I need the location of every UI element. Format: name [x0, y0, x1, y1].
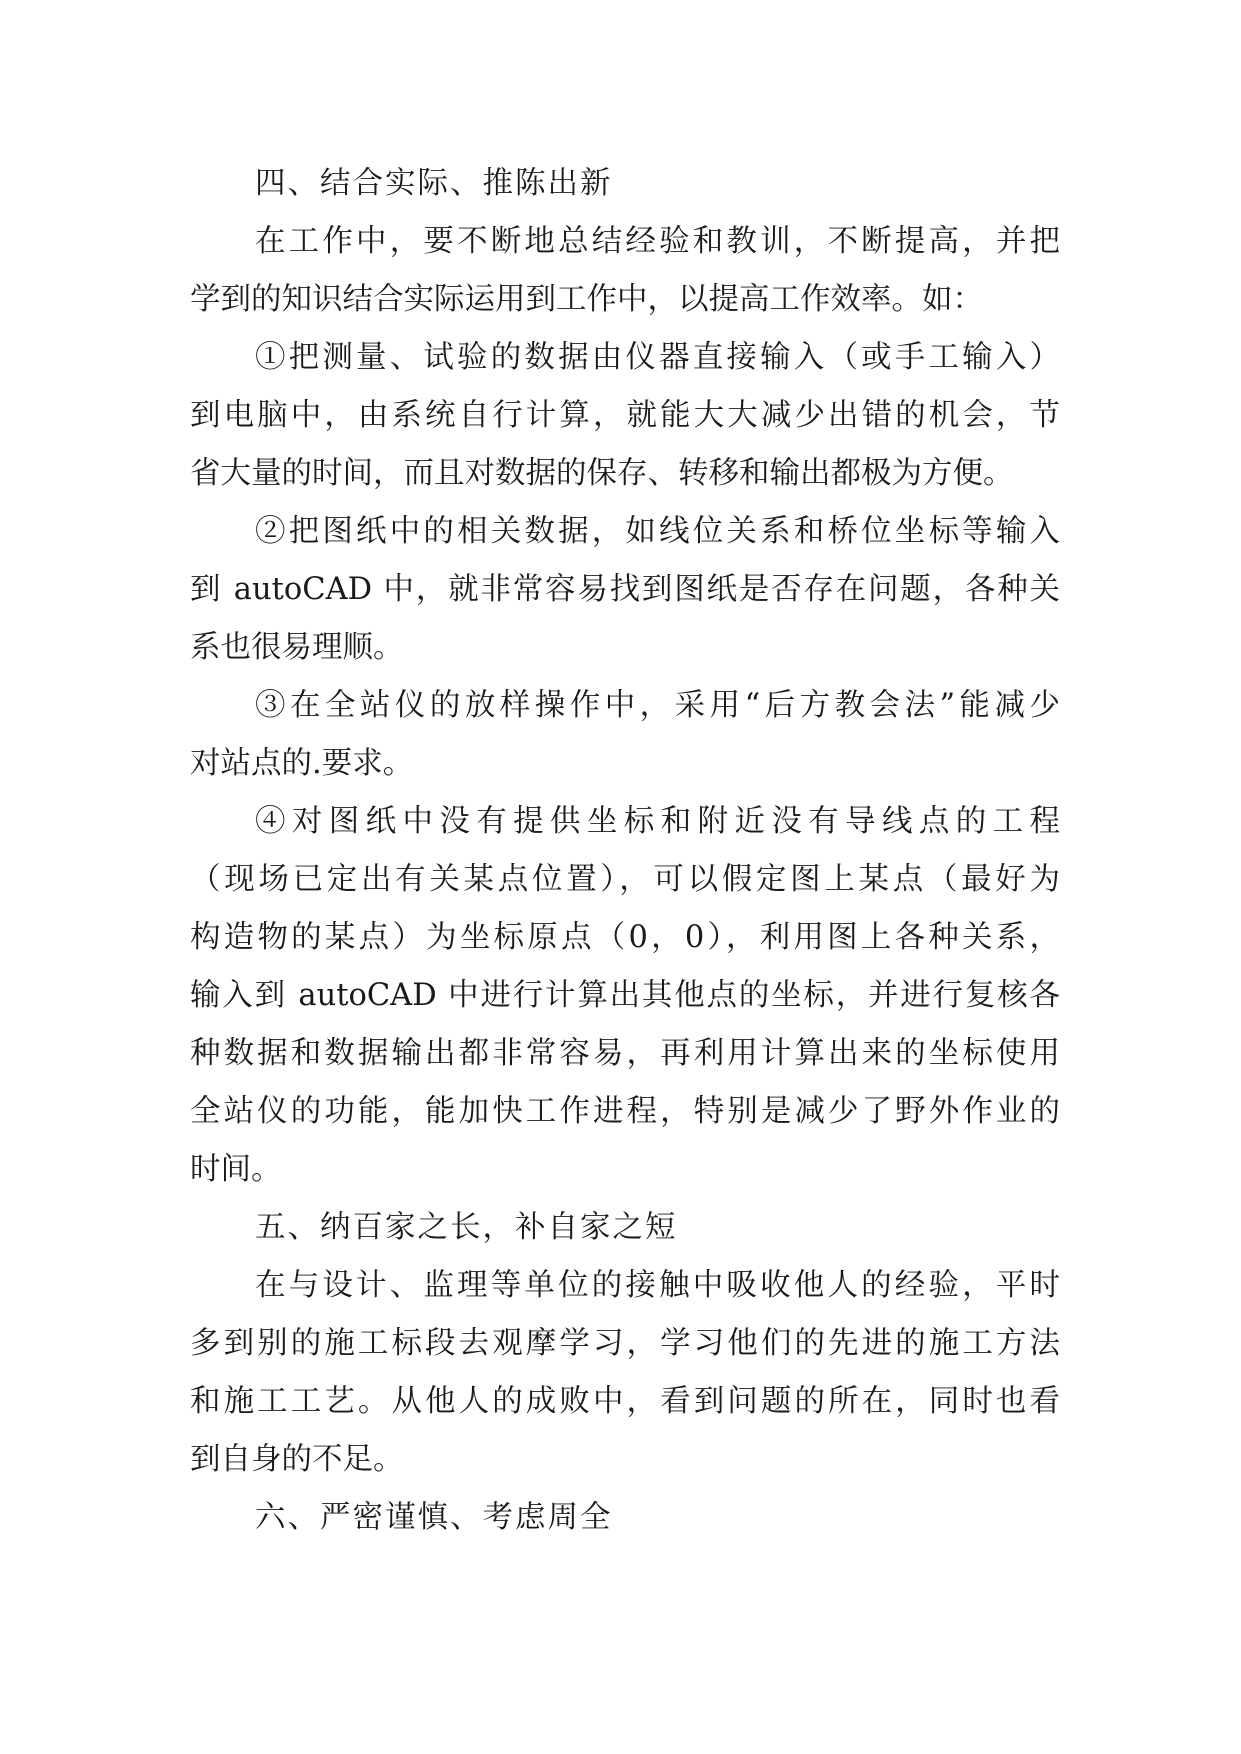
paragraph-line: ②把图纸中的相关数据，如线位关系和桥位坐标等输入: [255, 514, 1060, 549]
paragraph-line: ③在全站仪的放样操作中，采用“后方教会法”能减少: [255, 688, 1060, 723]
paragraph-line: ④对图纸中没有提供坐标和附近没有导线点的工程: [255, 804, 1060, 839]
paragraph-line: 构造物的某点）为坐标原点（0，0），利用图上各种关系，: [190, 920, 1060, 955]
section-heading: 五、纳百家之长，补自家之短: [255, 1210, 678, 1245]
paragraph-line: 在工作中，要不断地总结经验和教训，不断提高，并把: [255, 224, 1060, 259]
paragraph-line: 对站点的.要求。: [190, 746, 414, 781]
paragraph-line: （现场已定出有关某点位置），可以假定图上某点（最好为: [190, 862, 1060, 897]
paragraph-line: 在与设计、监理等单位的接触中吸收他人的经验，平时: [255, 1268, 1060, 1303]
paragraph-line: 时间。: [190, 1152, 282, 1187]
paragraph-line: 到自身的不足。: [190, 1442, 404, 1477]
paragraph-line: 多到别的施工标段去观摩学习，学习他们的先进的施工方法: [190, 1326, 1060, 1361]
section-heading: 六、严密谨慎、考虑周全: [255, 1500, 613, 1535]
paragraph-line: 到 autoCAD 中，就非常容易找到图纸是否存在问题，各种关: [190, 572, 1060, 607]
section-heading: 四、结合实际、推陈出新: [255, 166, 613, 201]
paragraph-line: 输入到 autoCAD 中进行计算出其他点的坐标，并进行复核各: [190, 978, 1060, 1013]
paragraph-line: 到电脑中，由系统自行计算，就能大大减少出错的机会，节: [190, 398, 1060, 433]
paragraph-line: ①把测量、试验的数据由仪器直接输入（或手工输入）: [255, 340, 1060, 375]
paragraph-line: 种数据和数据输出都非常容易，再利用计算出来的坐标使用: [190, 1036, 1060, 1071]
paragraph-line: 省大量的时间，而且对数据的保存、转移和输出都极为方便。: [190, 456, 1014, 491]
paragraph-line: 全站仪的功能，能加快工作进程，特别是减少了野外作业的: [190, 1094, 1060, 1129]
paragraph-line: 系也很易理顺。: [190, 630, 404, 665]
paragraph-line: 和施工工艺。从他人的成败中，看到问题的所在，同时也看: [190, 1384, 1060, 1419]
paragraph-line: 学到的知识结合实际运用到工作中，以提高工作效率。如：: [190, 282, 983, 317]
